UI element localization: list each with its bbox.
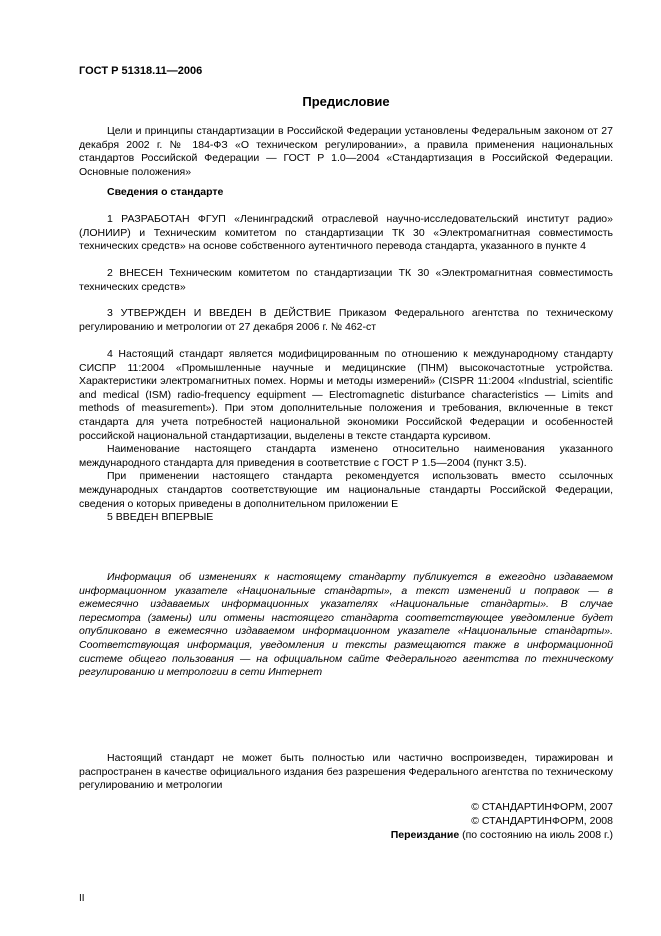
copyright-line-2007: © СТАНДАРТИНФОРМ, 2007 [471,801,613,813]
page-number: II [79,893,85,904]
copyright-notice: Настоящий стандарт не может быть полностью или частично воспроизведен, тиражирован и распространен в качестве официального издания без разрешения Федерального агентства по техническому регулированию и метрологии [79,752,613,792]
item-4-note-name: Наименование настоящего стандарта изменено относительно наименования указанного международного стандарта для приведения в соответствие с ГОСТ Р 1.5—2004 (пункт 3.5). [79,443,613,469]
section-subheading: Сведения о стандарте [107,186,224,198]
item-4: 4 Настоящий стандарт является модифицированным по отношению к международному стандарту СИСПР 11:2004 «Промышленные научные и медицинские (ПНМ) высокочастотные устройства. Характеристики электромагнитных помех. Нормы и методы измерений» (CISPR 11:2004 «Industrial, scientific and medical (ISM) radio-frequency equipment — Electromagnetic disturbance characteristics — Limits and methods of measurement»). При этом дополнительные положения и требования, включенные в текст стандарта для учета потребностей национальной экономики Российской Федерации и особенностей российской национальной стандартизации, выделены в тексте стандарта курсивом. [79,348,613,442]
item-5: 5 ВВЕДЕН ВПЕРВЫЕ [107,511,214,523]
item-4-note-references: При применении настоящего стандарта рекомендуется использовать вместо ссылочных международных стандартов соответствующие им национальные стандарты Российской Федерации, сведения о которых приведены в дополнительном приложении Е [79,470,613,510]
reissue-label: Переиздание [390,829,460,841]
document-header: ГОСТ Р 51318.11—2006 [79,65,203,77]
item-4-block [0,348,661,511]
copyright-line-2008: © СТАНДАРТИНФОРМ, 2008 [471,815,613,827]
reissue-line [391,829,613,843]
item-3: 3 УТВЕРЖДЕН И ВВЕДЕН В ДЕЙСТВИЕ Приказом Федерального агентства по техническому регулированию и метрологии от 27 декабря 2006 г. № 462-ст [79,307,613,333]
item-2: 2 ВНЕСЕН Техническим комитетом по стандартизации ТК 30 «Электромагнитная совместимость технических средств» [79,267,613,293]
info-notice: Информация об изменениях к настоящему стандарту публикуется в ежегодно издаваемом информационном указателе «Национальные стандарты», а текст изменений и поправок — в ежемесячно издаваемых информационных указателях «Национальные стандарты». В случае пересмотра (замены) или отмены настоящего стандарта соответствующее уведомление будет опубликовано в ежемесячно издаваемом информационном указателе «Национальные стандарты». Соответствующая информация, уведомления и тексты размещаются также в информационной системе общего пользования — на официальном сайте Федерального агентства по техническому регулированию и метрологии в сети Интернет [79,571,613,679]
reissue-text: (по состоянию на июль 2008 г.) [459,829,613,841]
intro-paragraph: Цели и принципы стандартизации в Российской Федерации установлены Федеральным законом от 27 декабря 2002 г. № 184-ФЗ «О техническом регулировании», а правила применения национальных стандартов Российской Федерации — ГОСТ Р 1.0—2004 «Стандартизация в Российской Федерации. Основные положения» [79,125,613,178]
item-1: 1 РАЗРАБОТАН ФГУП «Ленинградский отраслевой научно-исследовательский институт радио» (ЛОНИИР) и Техническим комитетом по стандартизации ТК 30 «Электромагнитная совместимость технических средств» на основе собственного аутентичного перевода стандарта, указанного в пункте 4 [79,213,613,253]
page-title: Предисловие [302,94,390,109]
